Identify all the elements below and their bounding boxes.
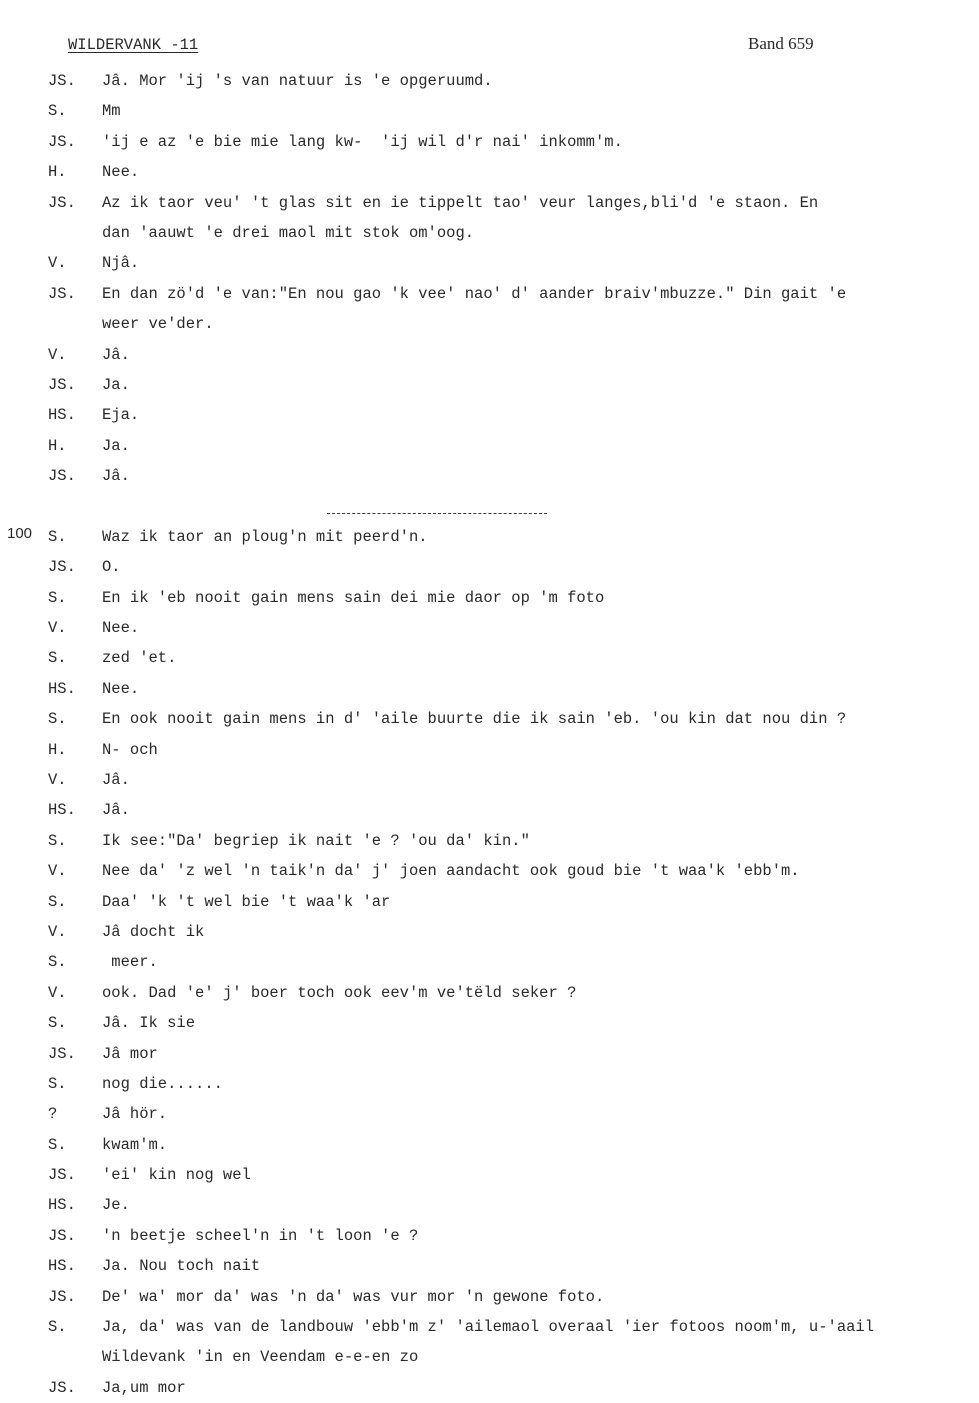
transcript-line <box>0 1282 979 1312</box>
transcript-line <box>0 127 979 157</box>
utterance-text: Ja. Nou toch nait <box>102 1257 261 1276</box>
utterance-text: nog die...... <box>102 1074 223 1093</box>
utterance-text: En ook nooit gain mens in d' 'aile buurte die ik sain 'eb. 'ou kin dat nou din ? <box>102 710 847 729</box>
transcript-line <box>0 826 979 856</box>
transcript-line <box>0 279 979 309</box>
utterance-text: Je. <box>102 1196 130 1215</box>
speaker-label: V. <box>48 862 67 881</box>
utterance-text: Jâ. <box>102 345 130 364</box>
speaker-label: HS. <box>48 679 76 698</box>
transcript-line <box>0 96 979 126</box>
transcript-line <box>0 1251 979 1281</box>
speaker-label: H. <box>48 740 67 759</box>
transcript-line <box>0 613 979 643</box>
speaker-label: HS. <box>48 1257 76 1276</box>
speaker-label: V. <box>48 345 67 364</box>
transcript-line <box>0 795 979 825</box>
transcript-line <box>0 340 979 370</box>
utterance-text: Wildevank 'in en Veendam e-e-en zo <box>102 1348 419 1367</box>
transcript-line <box>0 765 979 795</box>
utterance-text: Nee. <box>102 163 140 182</box>
transcript-line <box>0 188 979 218</box>
utterance-text: Jâ mor <box>102 1044 158 1063</box>
speaker-label: JS. <box>48 1044 76 1063</box>
transcript-line <box>0 947 979 977</box>
tape-label: Band 659 <box>748 34 814 53</box>
utterance-text: Eja. <box>102 406 140 425</box>
utterance-text: Ja, da' was van de landbouw 'ebb'm z' 'ailemaol overaal 'ier fotoos noom'm, u-'aail <box>102 1318 875 1337</box>
speaker-label: ? <box>48 1105 58 1124</box>
transcript-line <box>0 370 979 400</box>
transcript-lines <box>0 66 979 1403</box>
speaker-label: V. <box>48 770 67 789</box>
speaker-label: JS. <box>48 284 76 303</box>
transcript-line <box>0 674 979 704</box>
speaker-label: JS. <box>48 1378 76 1397</box>
utterance-text: Waz ik taor an ploug'n mit peerd'n. <box>102 527 428 546</box>
transcript-line <box>0 1099 979 1129</box>
utterance-text: Jâ hör. <box>102 1105 168 1124</box>
transcript-line <box>0 309 979 339</box>
transcript-line <box>0 1039 979 1069</box>
utterance-text: Nee. <box>102 679 140 698</box>
transcript-line <box>0 583 979 613</box>
transcript-line <box>0 917 979 947</box>
transcript-line <box>0 552 979 582</box>
transcript-line <box>0 1160 979 1190</box>
utterance-text: En ik 'eb nooit gain mens sain dei mie daor op 'm foto <box>102 588 605 607</box>
speaker-label: S. <box>48 710 67 729</box>
speaker-label: HS. <box>48 1196 76 1215</box>
header-title: WILDERVANK -11 <box>68 36 199 54</box>
transcript-line <box>0 66 979 96</box>
transcript-line <box>0 431 979 461</box>
utterance-text: N- och <box>102 740 158 759</box>
speaker-label: S. <box>48 1074 67 1093</box>
speaker-label: JS. <box>48 1287 76 1306</box>
transcript-line <box>0 1190 979 1220</box>
dashed-rule <box>327 513 547 514</box>
speaker-label: JS. <box>48 193 76 212</box>
transcript-line <box>0 522 979 552</box>
transcript-line <box>0 248 979 278</box>
speaker-label: JS. <box>48 72 76 90</box>
utterance-text: weer ve'der. <box>102 315 214 334</box>
transcript-line <box>0 1221 979 1251</box>
speaker-label: V. <box>48 983 67 1002</box>
utterance-text: 'ij e az 'e bie mie lang kw- 'ij wil d'r nai' inkomm'm. <box>102 132 623 151</box>
transcript-line <box>0 704 979 734</box>
utterance-text: Ja. <box>102 375 130 394</box>
utterance-text: O. <box>102 558 121 577</box>
speaker-label: JS. <box>48 375 76 394</box>
speaker-label: H. <box>48 436 67 455</box>
speaker-label: JS. <box>48 1166 76 1185</box>
utterance-text: Jâ. Ik sie <box>102 1014 196 1033</box>
speaker-label: S. <box>48 527 67 546</box>
utterance-text: Ja,um mor <box>102 1378 186 1397</box>
utterance-text: Njâ. <box>102 254 140 273</box>
utterance-text: zed 'et. <box>102 649 177 668</box>
utterance-text: Nee. <box>102 619 140 638</box>
utterance-text: 'n beetje scheel'n in 't loon 'e ? <box>102 1226 419 1245</box>
margin-line-number: 100 <box>7 525 33 542</box>
speaker-label: JS. <box>48 467 76 486</box>
speaker-label: S. <box>48 1135 67 1154</box>
transcript-line <box>0 1130 979 1160</box>
transcript-line <box>0 1373 979 1403</box>
utterance-text: Az ik taor veu' 't glas sit en ie tippelt tao' veur langes,bli'd 'e staon. En <box>102 193 819 212</box>
transcript-line <box>0 157 979 187</box>
speaker-label: JS. <box>48 1226 76 1245</box>
utterance-text: Nee da' 'z wel 'n taik'n da' j' joen aandacht ook goud bie 't waa'k 'ebb'm. <box>102 862 800 881</box>
utterance-text: ook. Dad 'e' j' boer toch ook eev'm ve'tëld seker ? <box>102 983 577 1002</box>
transcript-line <box>0 400 979 430</box>
transcript-line <box>0 461 979 491</box>
utterance-text: Jâ. <box>102 801 130 820</box>
utterance-text: meer. <box>102 953 158 972</box>
transcript-line <box>0 643 979 673</box>
speaker-label: S. <box>48 102 67 121</box>
speaker-label: S. <box>48 892 67 911</box>
speaker-label: JS. <box>48 558 76 577</box>
speaker-label: HS. <box>48 406 76 425</box>
utterance-text: Ja. <box>102 436 130 455</box>
speaker-label: S. <box>48 588 67 607</box>
transcript-line <box>0 1342 979 1372</box>
speaker-label: V. <box>48 619 67 638</box>
transcript-line <box>0 218 979 248</box>
utterance-text: 'ei' kin nog wel <box>102 1166 251 1185</box>
transcript-line <box>0 1312 979 1342</box>
transcript-line <box>0 735 979 765</box>
utterance-text: Daa' 'k 't wel bie 't waa'k 'ar <box>102 892 391 911</box>
utterance-text: dan 'aauwt 'e drei maol mit stok om'oog. <box>102 223 475 242</box>
utterance-text: Mm <box>102 102 121 121</box>
transcript-line <box>0 978 979 1008</box>
utterance-text: kwam'm. <box>102 1135 168 1154</box>
utterance-text: Jâ. <box>102 770 130 789</box>
speaker-label: S. <box>48 649 67 668</box>
speaker-label: S. <box>48 831 67 850</box>
speaker-label: HS. <box>48 801 76 820</box>
transcript-line <box>0 887 979 917</box>
transcript-line <box>0 1008 979 1038</box>
utterance-text: Jâ. <box>102 467 130 486</box>
transcript-line <box>0 856 979 886</box>
speaker-label: S. <box>48 953 67 972</box>
speaker-label: S. <box>48 1014 67 1033</box>
utterance-text: Jâ docht ik <box>102 922 205 941</box>
speaker-label: JS. <box>48 132 76 151</box>
transcript-line <box>0 1069 979 1099</box>
utterance-text: En dan zö'd 'e van:"En nou gao 'k vee' nao' d' aander braiv'mbuzze." Din gait 'e <box>102 284 847 303</box>
section-divider <box>0 491 979 521</box>
speaker-label: S. <box>48 1318 67 1337</box>
speaker-label: H. <box>48 163 67 182</box>
utterance-text: Jâ. Mor 'ij 's van natuur is 'e opgeruumd. <box>102 72 493 90</box>
utterance-text: De' wa' mor da' was 'n da' was vur mor 'n gewone foto. <box>102 1287 605 1306</box>
utterance-text: Ik see:"Da' begriep ik nait 'e ? 'ou da' kin." <box>102 831 530 850</box>
speaker-label: V. <box>48 922 67 941</box>
speaker-label: V. <box>48 254 67 273</box>
